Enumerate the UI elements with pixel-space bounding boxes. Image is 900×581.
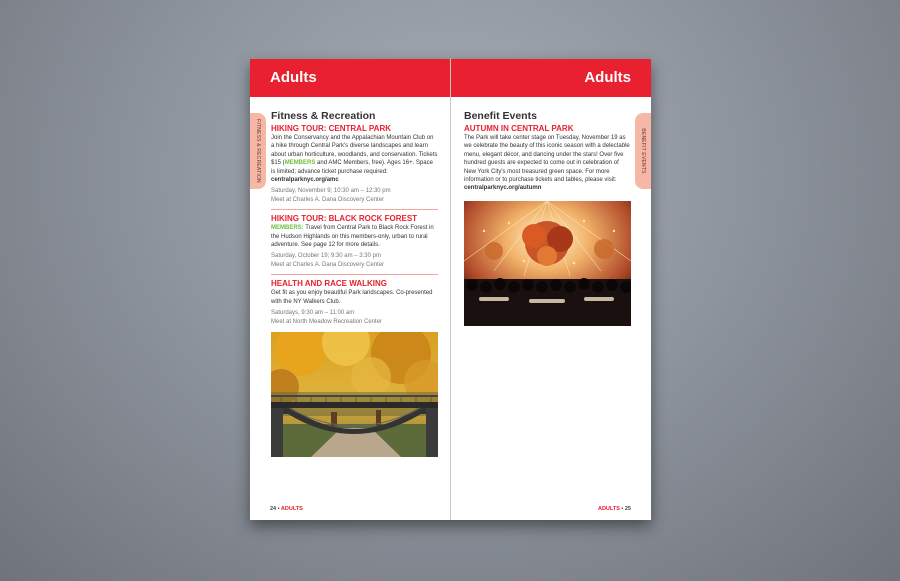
event-body-text: Travel from Central Park to Black Rock Forest in the Hudson Highlands on this members-only, urban to rural adventure. See page 12 for more details. (271, 225, 434, 249)
event-date: Saturday, November 9; 10:30 am – 12:30 pm (271, 188, 391, 195)
event-title: HEALTH AND RACE WALKING (271, 279, 387, 289)
right-header-band (451, 59, 651, 97)
gala-photo-image (464, 201, 631, 326)
event-date: Saturday, October 19; 9:30 am – 3:30 pm (271, 253, 381, 260)
event-title: HIKING TOUR: BLACK ROCK FOREST (271, 214, 418, 224)
right-header-title: Adults (584, 69, 631, 86)
members-tag: MEMBERS: (271, 225, 304, 232)
event-body: Get fit as you enjoy beautiful Park landscapes. Co-presented with the NY Walkers Club. (271, 290, 433, 305)
event-location: Meet at North Meadow Recreation Center (271, 318, 383, 325)
event-title: HIKING TOUR: CENTRAL PARK (271, 124, 391, 133)
event-location: Meet at Charles A. Dana Discovery Center (271, 196, 385, 203)
page-number: 24 • (270, 506, 280, 512)
right-content (464, 110, 631, 326)
bridge-photo-image (271, 332, 438, 457)
event-body-text: Join the Conservancy and the Appalachian Mountain Club on a hike through Central Park's diverse landscapes and learn about urban horticulture, woodlands, and conservation. Tickets $15 ( (271, 135, 438, 167)
footer-section-label: ADULTS (597, 506, 620, 512)
footer-section-label: ADULTS (280, 506, 303, 512)
right-footer (598, 506, 631, 512)
page-number: • 25 (621, 506, 631, 512)
brochure-spread (250, 59, 651, 520)
left-side-tab (250, 113, 266, 189)
event-race-walking (271, 279, 438, 326)
right-page (451, 59, 651, 520)
divider (271, 274, 438, 275)
event-link[interactable]: centralparknyc.org/autumn (464, 185, 542, 192)
event-location: Meet at Charles A. Dana Discovery Center (271, 261, 385, 268)
right-side-tab-label: BENEFIT EVENTS (640, 128, 646, 174)
event-body (271, 134, 438, 184)
left-header-band (250, 59, 450, 97)
section-title: Benefit Events (464, 110, 537, 122)
right-side-tab (635, 113, 651, 189)
left-content (271, 110, 438, 457)
event-hiking-central-park (271, 124, 438, 204)
event-body (464, 134, 631, 193)
event-link[interactable]: centralparknyc.org/amc (271, 177, 339, 184)
left-page (250, 59, 451, 520)
bridge-photo (271, 332, 438, 457)
gala-photo (464, 201, 631, 326)
event-body (271, 224, 438, 249)
event-body-text: The Park will take center stage on Tuesday, November 19 as we celebrate the beauty of this iconic season with a delectable menu, elegant décor, and dancing under the stars! Over five hundred guests are expected to come out in celebration of New York City's most treasured green space. For more information or to purchase tickets and tables, please visit: (464, 135, 630, 184)
left-footer (270, 506, 303, 512)
left-header-title: Adults (270, 69, 317, 86)
section-title: Fitness & Recreation (271, 110, 376, 122)
members-tag: MEMBERS (284, 160, 316, 167)
event-date: Saturdays, 9:30 am – 11:00 am (271, 310, 355, 317)
event-body-text: and AMC Members, free). Ages 16+. Space is limited; advance ticket purchase required: (271, 160, 433, 175)
event-hiking-black-rock (271, 214, 438, 269)
event-title: AUTUMN IN CENTRAL PARK (464, 124, 574, 133)
left-side-tab-label: FITNESS & RECREATION (255, 119, 261, 183)
divider (271, 209, 438, 210)
